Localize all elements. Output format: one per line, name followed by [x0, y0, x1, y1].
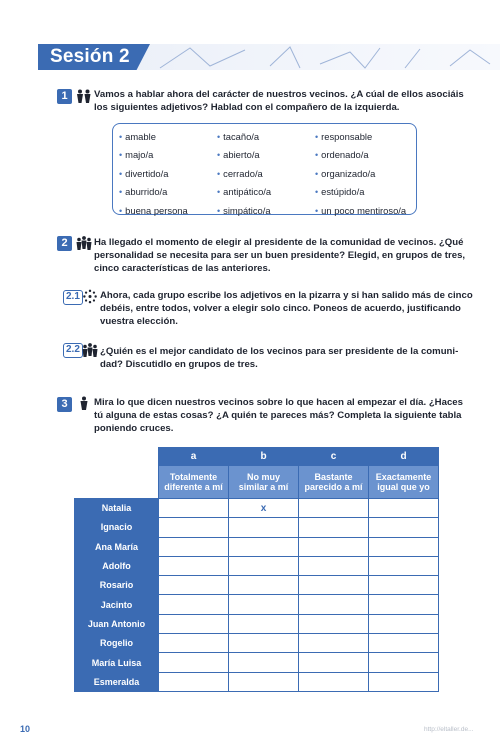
question-2-1-line-2: debéis, entre todos, volver a elegir solo cinco. Poneos de acuerdo, justificando	[100, 303, 461, 314]
adjective-item: • antipático/a	[217, 186, 272, 198]
row-name-cell: Natalia	[75, 499, 159, 518]
header-decoration	[150, 44, 500, 70]
row-name-cell: Jacinto	[75, 595, 159, 614]
table-corner	[75, 466, 159, 499]
answer-cell[interactable]	[299, 576, 369, 595]
group-work-icon	[82, 343, 98, 358]
answer-cell[interactable]	[299, 595, 369, 614]
answer-cell[interactable]	[369, 653, 439, 672]
answer-cell[interactable]	[299, 537, 369, 556]
adjectives-column-2	[217, 128, 271, 220]
adjective-item: • simpático/a	[217, 204, 271, 216]
adjectives-box	[112, 123, 417, 215]
adjectives-column-3	[315, 128, 406, 220]
neighbors-table	[74, 447, 439, 692]
adjectives-column-1	[119, 128, 188, 220]
answer-cell[interactable]	[299, 672, 369, 691]
answer-cell[interactable]	[159, 537, 229, 556]
question-1-line-2: los siguientes adjetivos? Hablad con el compañero de la izquierda.	[94, 102, 400, 113]
adjective-item: • divertido/a	[119, 167, 169, 179]
question-1-number: 1	[57, 89, 72, 104]
answer-cell[interactable]	[159, 576, 229, 595]
answer-cell[interactable]	[159, 614, 229, 633]
answer-cell[interactable]	[229, 614, 299, 633]
adjective-item: • cerrado/a	[217, 167, 263, 179]
table-row	[75, 595, 439, 614]
adjective-item: • buena persona	[119, 204, 188, 216]
answer-cell[interactable]	[159, 634, 229, 653]
adjective-item: • amable	[119, 131, 156, 142]
answer-cell[interactable]: x	[229, 499, 299, 518]
table-row	[75, 672, 439, 691]
pair-work-icon	[76, 89, 92, 104]
adjective-item: • un poco mentiroso/a	[315, 204, 407, 216]
answer-cell[interactable]	[299, 499, 369, 518]
question-3-line-3: poniendo cruces.	[94, 423, 174, 434]
question-3-line-2: tú alguna de estas cosas? ¿A quién te pareces más? Completa la siguiente tabla	[94, 410, 462, 421]
column-letter-b: b	[229, 448, 299, 466]
question-2-2-line-2: dad? Discutidlo en grupos de tres.	[100, 359, 258, 370]
answer-cell[interactable]	[229, 653, 299, 672]
answer-cell[interactable]	[159, 672, 229, 691]
answer-cell[interactable]	[229, 576, 299, 595]
column-description-c: Bastante parecido a mí	[299, 466, 369, 499]
column-description-b: No muy similar a mí	[229, 466, 299, 499]
question-2-line-1: Ha llegado el momento de elegir al presidente de la comunidad de vecinos. ¿Qué	[94, 237, 464, 248]
page-number: 10	[20, 724, 31, 734]
answer-cell[interactable]	[299, 614, 369, 633]
footer-url: http://eltaller.de...	[424, 726, 474, 733]
column-description-a: Totalmente diferente a mí	[159, 466, 229, 499]
table-row	[75, 576, 439, 595]
adjective-item: • aburrido/a	[119, 186, 168, 198]
answer-cell[interactable]	[299, 556, 369, 575]
answer-cell[interactable]	[229, 518, 299, 537]
answer-cell[interactable]	[369, 614, 439, 633]
table-row	[75, 537, 439, 556]
adjective-item: • organizado/a	[315, 167, 376, 179]
row-name-cell: Rogelio	[75, 634, 159, 653]
adjective-item: • majo/a	[119, 149, 154, 161]
table-row	[75, 518, 439, 537]
answer-cell[interactable]	[229, 556, 299, 575]
answer-cell[interactable]	[369, 672, 439, 691]
row-name-cell: Adolfo	[75, 556, 159, 575]
answer-cell[interactable]	[159, 518, 229, 537]
adjective-item: • tacaño/a	[217, 131, 260, 142]
row-name-cell: María Luisa	[75, 653, 159, 672]
table-body	[75, 499, 439, 692]
column-letter-a: a	[159, 448, 229, 466]
question-2-line-2: personalidad se necesita para ser un buen presidente? Elegid, en grupos de tres,	[94, 250, 466, 261]
row-name-cell: Ana María	[75, 537, 159, 556]
table-row	[75, 614, 439, 633]
adjective-item: • abierto/a	[217, 149, 260, 161]
column-letter-d: d	[369, 448, 439, 466]
answer-cell[interactable]	[369, 537, 439, 556]
adjective-item: • estúpido/a	[315, 186, 365, 198]
answer-cell[interactable]	[159, 556, 229, 575]
table-letter-header-row	[75, 448, 439, 466]
answer-cell[interactable]	[159, 595, 229, 614]
column-description-d: Exactamente igual que yo	[369, 466, 439, 499]
answer-cell[interactable]	[229, 537, 299, 556]
question-2-number: 2	[57, 236, 72, 251]
question-2-1-line-3: vuestra elección.	[100, 316, 178, 327]
answer-cell[interactable]	[299, 634, 369, 653]
answer-cell[interactable]	[369, 499, 439, 518]
adjective-item: • responsable	[315, 131, 373, 142]
answer-cell[interactable]	[369, 518, 439, 537]
column-letter-c: c	[299, 448, 369, 466]
row-name-cell: Juan Antonio	[75, 614, 159, 633]
table-row	[75, 499, 439, 518]
answer-cell[interactable]	[369, 595, 439, 614]
question-3-number: 3	[57, 397, 72, 412]
table-row	[75, 653, 439, 672]
answer-cell[interactable]	[159, 653, 229, 672]
answer-cell[interactable]	[229, 595, 299, 614]
question-2-line-3: cinco características de las anteriores.	[94, 263, 271, 274]
question-2-1-number: 2.1	[63, 290, 83, 305]
answer-cell[interactable]	[229, 672, 299, 691]
question-2-2-number: 2.2	[63, 343, 83, 358]
answer-cell[interactable]	[229, 634, 299, 653]
question-2-2-line-1: ¿Quién es el mejor candidato de los vecinos para ser presidente de la comuni-	[100, 346, 459, 357]
table-corner	[75, 448, 159, 466]
whole-class-icon	[82, 289, 98, 304]
answer-cell[interactable]	[369, 634, 439, 653]
session-title: Sesión 2	[50, 46, 130, 67]
row-name-cell: Rosario	[75, 576, 159, 595]
row-name-cell: Ignacio	[75, 518, 159, 537]
answer-cell[interactable]	[299, 653, 369, 672]
table-description-header-row	[75, 466, 439, 499]
question-1-line-1: Vamos a hablar ahora del carácter de nuestros vecinos. ¿A cúal de ellos asociáis	[94, 89, 464, 100]
answer-cell[interactable]	[159, 499, 229, 518]
table-row	[75, 634, 439, 653]
table-row	[75, 556, 439, 575]
adjective-item: • ordenado/a	[315, 149, 369, 161]
answer-cell[interactable]	[369, 556, 439, 575]
individual-work-icon	[76, 396, 92, 411]
answer-cell[interactable]	[369, 576, 439, 595]
question-3-line-1: Mira lo que dicen nuestros vecinos sobre lo que hacen al empezar el día. ¿Haces	[94, 397, 463, 408]
group-work-icon	[76, 236, 92, 251]
answer-cell[interactable]	[299, 518, 369, 537]
question-2-1-line-1: Ahora, cada grupo escribe los adjetivos en la pizarra y si han salido más de cinco	[100, 290, 473, 301]
row-name-cell: Esmeralda	[75, 672, 159, 691]
